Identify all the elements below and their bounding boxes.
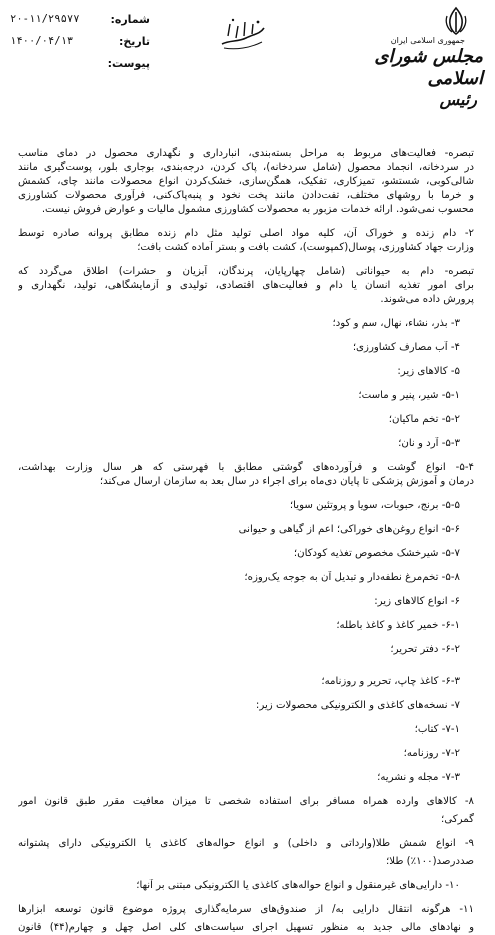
date-row — [10, 30, 150, 52]
body-line: برای امور تغذیه انسان یا دام و فعالیت‌های اقتصادی، تولیدی و آزمایشگاهی، تولید، نگهداری و — [18, 280, 474, 291]
letter-body — [18, 147, 474, 935]
body-line: و نهادهای مالی جدید به منظور تسهیل اجرای سیاست‌های کلی اصل چهل و چهارم(۴۴) قانون — [18, 922, 474, 933]
body-line: تبصره- فعالیت‌های مربوط به مراحل بسته‌بندی، انبارداری و نگهداری محصول در دمای مناسب — [18, 148, 474, 159]
body-line: ۵-۳- آرد و نان؛ — [398, 438, 460, 449]
org-country: جمهوری اسلامی ایران — [390, 36, 465, 45]
body-line: صددرصد(۱۰۰٪) طلا؛ — [386, 856, 474, 867]
body-line: ۶-۳- کاغذ چاپ، تحریر و روزنامه؛ — [321, 676, 460, 687]
body-line: ۷- نسخه‌های کاغذی و الکترونیکی محصولات زیر: — [255, 700, 460, 711]
organization-title — [373, 36, 483, 110]
body-line: ۵-۶- انواع روغن‌های خوراکی؛ اعم از گیاهی و حیوانی — [238, 524, 460, 535]
body-line: در سردخانه، انجماد محصول (شامل سردخانه)، پاک کردن، درجه‌بندی، بوجاری بلور، پوست‌گیری مانند — [18, 162, 474, 173]
body-line: ۶-۱- خمیر کاغذ و کاغذ باطله؛ — [336, 620, 460, 631]
body-line: ۵- کالاهای زیر: — [397, 366, 460, 377]
date-value: ۱۴۰۰/۰۴/۱۳ — [10, 35, 74, 47]
date-label: تاریخ: — [118, 34, 150, 48]
org-name: مجلس شورای اسلامی — [374, 46, 483, 89]
body-line: ۵-۴- انواع گوشت و فرآورده‌های گوشتی مطابق با فهرستی که هر سال وزارت بهداشت، — [18, 462, 474, 473]
org-role: رئیس — [439, 90, 477, 109]
body-line: وزارت جهاد کشاورزی، پوسال(کمپوست)، کشت بافت و بستر آماده کشت بافت؛ — [137, 242, 474, 253]
body-line: ۱۱- هرگونه انتقال دارایی به/ از صندوق‌های سرمایه‌گذاری پروژه موضوع قانون توسعه ابزارها — [18, 904, 474, 915]
number-label: شماره: — [110, 12, 150, 26]
body-line: درمان و آموزش پزشکی تا پایان دی‌ماه برای اجراء در سال بعد به سازمان ارسال می‌کند؛ — [99, 476, 474, 487]
body-line: ۵-۷- شیرخشک مخصوص تغذیه کودکان؛ — [293, 548, 460, 559]
body-line: و خرما با روشهای مختلف، تفت‌دادن مانند پخت نخود و پنبه‌پاک‌کنی، فرآوری محصولات کشاورزی — [18, 190, 474, 201]
besmellah-calligraphy — [218, 14, 268, 54]
emblem-icon — [442, 6, 470, 36]
body-line: ۵-۲- تخم ماکیان؛ — [388, 414, 460, 425]
body-line: ۵-۱- شیر، پنیر و ماست؛ — [358, 390, 460, 401]
body-line: تبصره- دام به حیواناتی (شامل چهارپایان، پرندگان، آبزیان و حشرات) اطلاق می‌گردد که — [18, 266, 474, 277]
number-row — [10, 8, 150, 30]
body-line: ۵-۵- برنج، حبوبات، سویا و پروتئین سویا؛ — [289, 500, 460, 511]
body-line: ۷-۲- روزنامه؛ — [403, 748, 460, 759]
body-line: ۱۰- دارایی‌های غیرمنقول و انواع حواله‌های کاغذی یا الکترونیکی مبتنی بر آنها؛ — [136, 880, 460, 891]
attachment-row — [10, 52, 150, 74]
attachment-label: پیوست: — [107, 56, 150, 70]
body-line: ۳- بذر، نشاء، نهال، سم و کود؛ — [332, 318, 460, 329]
body-line: محسوب نمی‌شود. ارائه خدمات مزبور به محصولات کشاورزی مشمول مالیات و عوارض فروش نیست. — [41, 204, 474, 215]
body-line: پرورش داده می‌شوند. — [380, 294, 474, 305]
letter-meta — [10, 8, 150, 74]
number-value: ۲۰-۱۱/۲۹۵۷۷ — [10, 13, 80, 25]
body-line: ۶- انواع کالاهای زیر: — [374, 596, 460, 607]
body-line: ۴- آب مصارف کشاورزی؛ — [352, 342, 460, 353]
body-line: ۵-۸- تخم‌مرغ نطفه‌دار و تبدیل آن به جوجه یک‌روزه؛ — [244, 572, 460, 583]
body-line: ۷-۱- کتاب؛ — [414, 724, 460, 735]
body-line: شالی‌کوبی، شستشو، تمیزکاری، تفکیک، همگن‌سازی، خشک‌کردن انواع محصولات مانند چای، کشمش — [18, 176, 474, 187]
body-line: ۷-۳- مجله و نشریه؛ — [377, 772, 460, 783]
body-line: ۸- کالاهای وارده همراه مسافر برای استفاده شخصی تا میزان معافیت مقرر طبق قانون امور — [18, 796, 474, 807]
body-line: ۲- دام زنده و خوراک آن، کلیه مواد اصلی تولید مثل دام زنده مطابق پروانه صادره توسط — [18, 228, 474, 239]
body-line: ۹- انواع شمش طلا(وارداتی و داخلی) و انواع حواله‌های کاغذی یا الکترونیکی دارای پشتوانه — [18, 838, 474, 849]
body-line: گمرکی؛ — [441, 814, 474, 825]
body-line: ۶-۲- دفتر تحریر؛ — [390, 644, 460, 655]
